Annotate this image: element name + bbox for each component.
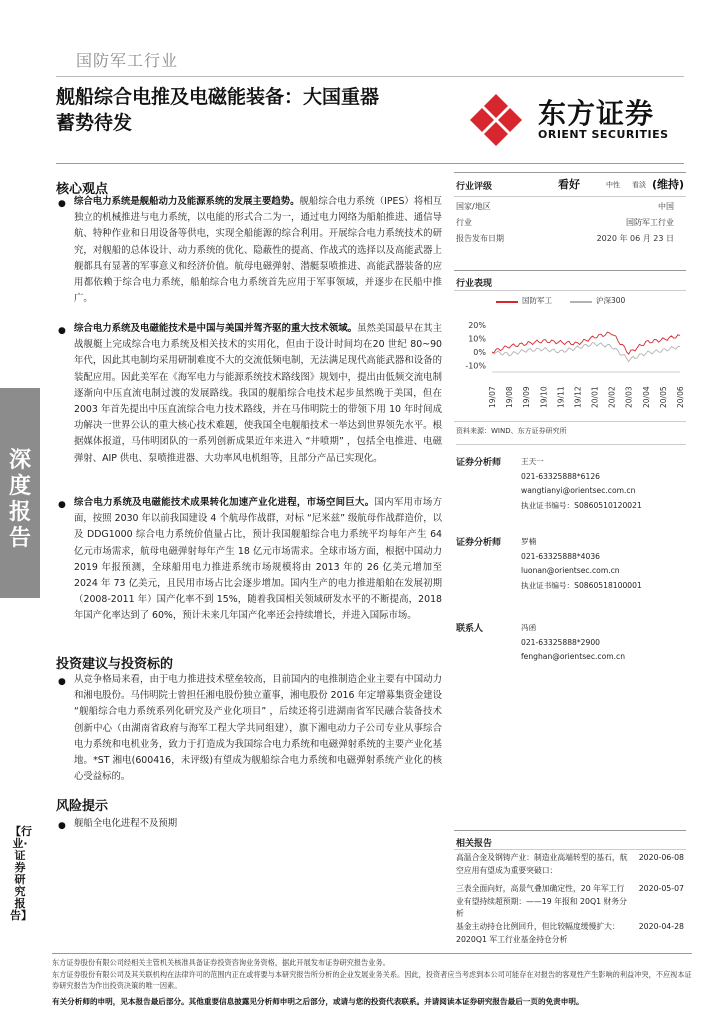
related-top-rule — [454, 830, 686, 831]
contact-email[interactable]: fenghan@orientsec.com.cn — [521, 652, 626, 661]
series-line-defense — [492, 332, 680, 354]
risk-item: 舰船全电化进程不及预期 — [74, 818, 178, 829]
x-tick-label: 20/01 — [590, 386, 600, 408]
band-char: 深 — [8, 448, 31, 473]
related-item[interactable] — [456, 921, 684, 945]
bullet-icon: ● — [58, 500, 66, 510]
vertical-report-label: 【行业·证券研究报告】 — [10, 825, 32, 922]
x-tick-label: 19/07 — [488, 386, 497, 408]
chart-source: 资料来源：WIND、东方证券研究所 — [456, 427, 567, 435]
contact-phone: 021-63325888*2900 — [521, 637, 601, 647]
related-title[interactable]: 三表全面向好，高景气叠加确定性，20 年军工行业有望持续超预期：——19 年报和 20Q1 财务分析 — [456, 884, 627, 919]
band-char: 告 — [8, 526, 31, 551]
risk-heading: 风险提示 — [56, 799, 109, 814]
page-title — [56, 84, 436, 136]
logo-chinese: 东方证券 — [538, 97, 655, 130]
rating-value: 看好 — [558, 178, 580, 191]
legend-label-defense: 国防军工 — [522, 296, 552, 305]
y-tick-label: 20% — [468, 320, 486, 330]
related-rule — [454, 849, 686, 850]
analyst-card — [456, 537, 686, 617]
y-tick-label: -10% — [465, 361, 486, 371]
analyst-details — [521, 535, 642, 593]
info-value: 2020 年 06 月 23 日 — [596, 234, 674, 243]
info-key: 行业 — [456, 218, 472, 227]
company-logo — [468, 88, 688, 150]
core-bold-3: 综合电力系统及电磁能技术成果转化加速产业化进程，市场空间巨大。 — [74, 497, 375, 508]
rating-option-neutral: 中性 — [606, 181, 620, 189]
legend-label-hs300: 沪深300 — [596, 296, 626, 305]
info-row — [456, 201, 674, 217]
related-date: 2020-06-08 — [638, 853, 684, 862]
logo-english: ORIENT SECURITIES — [538, 128, 669, 141]
info-value: 国防军工行业 — [626, 218, 674, 227]
core-text-3: 国内军用市场方面，按照 2030 年以前我国建设 4 个航母作战群，对标 “尼米兹” 级航母作战群造价，以及 DDG1000 综合电力系统价值量占比，预计我国舰船综合电力系统平均每年产生 64 亿元市场需求，航母电磁弹射每年产生 18 亿元市场需求。全球市场方面，根据中国动力 2019 年报预测，全球船用电力推进系统市场规模将由 2013 年的 26 亿美元增加至 2024 年 73 亿美元，且民用市场占比会逐步增加。国内生产的电力推进船舶在发展初期（2008-2011 年）国产化率不到 15%，随着我国相关领域研发水平的不断提高，2018 年国产化率达到了 60%，预计未来几年国产化率还会持续增长，并进入国际市场。 — [74, 497, 442, 622]
related-item[interactable] — [456, 852, 684, 883]
core-paragraph-3 — [74, 495, 442, 625]
info-key: 国家/地区 — [456, 202, 491, 211]
analyst-details — [521, 455, 642, 513]
contact-role: 联系人 — [456, 624, 484, 634]
rating-divider — [454, 196, 686, 197]
contact-card — [456, 617, 686, 677]
core-paragraph-2 — [74, 321, 442, 467]
invest-paragraph: 从竞争格局来看，由于电力推进技术壁垒较高，目前国内的电推制造企业主要有中国动力和湘电股份。马伟明院士曾担任湘电股份独立董事，湘电股份 2016 年定增募集资金建设 “舰船综合电力系统系列化研究及产业化项目” ，后续还将引进湖南省军民融合装备技术创新中心（由湖南省政府与海军工程大学共同组建），旗下湘电动力子公司专业从事综合电力系统和电机业务，致力于打造成为我国综合电力系统和电磁弹射系统的主要产业化基地。*ST 湘电(600416，未评级)有望成为舰船综合电力系统和电磁弹射系统产业化的核心受益标的。 — [74, 674, 442, 783]
related-list — [456, 852, 684, 945]
series-line-hs300 — [492, 342, 680, 361]
performance-rule — [454, 290, 686, 291]
rating-top-rule — [454, 172, 686, 173]
x-tick-label: 20/05 — [658, 386, 668, 408]
analyst-role: 证券分析师 — [456, 458, 502, 468]
rating-row — [456, 178, 686, 192]
contact-details — [521, 621, 625, 665]
legend-swatch-hs300 — [570, 301, 592, 303]
orient-logo-icon — [468, 92, 524, 148]
analyst-block — [456, 444, 686, 677]
y-tick-label: 10% — [468, 334, 486, 344]
chart-bottom-rule — [454, 421, 686, 422]
band-char: 报 — [8, 500, 31, 525]
industry-heading: 国防军工行业 — [76, 51, 179, 70]
rating-option-bearish: 看淡 — [632, 181, 646, 189]
footer-rule — [52, 953, 692, 954]
footer-disclaimer: 有关分析师的申明，见本报告最后部分。其他重要信息披露见分析师申明之后部分，或请与您的投资代表联系。并请阅读本证券研究报告最后一页的免责申明。 — [52, 997, 584, 1006]
core-bold-2: 综合电力系统及电磁能技术是中国与美国并驾齐驱的重大技术领域。 — [74, 323, 358, 334]
report-type-band — [0, 388, 40, 598]
related-title[interactable]: 高温合金及钢铸产业：制造业高端转型的基石，航空应用有望成为重要突破口： — [456, 853, 628, 875]
analyst-phone: 021-63325888*6126 — [521, 471, 601, 481]
info-value: 中国 — [658, 202, 674, 211]
analyst-email[interactable]: luonan@orientsec.com.cn — [521, 566, 620, 575]
related-heading: 相关报告 — [456, 839, 493, 849]
band-char: 度 — [8, 474, 31, 499]
footer-qualification: 东方证券股份有限公司经相关主管机关核准具备证券投资咨询业务资格，据此开展发布证券研究报告业务。 — [52, 958, 390, 967]
bullet-icon: ● — [58, 821, 66, 831]
info-row — [456, 233, 674, 249]
x-tick-label: 20/03 — [624, 386, 634, 408]
performance-chart — [456, 312, 686, 416]
info-key: 报告发布日期 — [456, 234, 504, 243]
bullet-icon: ● — [58, 677, 66, 687]
related-date: 2020-05-07 — [638, 884, 684, 893]
analyst-role: 证券分析师 — [456, 538, 502, 548]
analyst-divider — [456, 444, 686, 445]
analyst-cert: 执业证书编号：S0860510120021 — [521, 500, 642, 510]
header-divider — [56, 163, 684, 164]
related-date: 2020-04-28 — [638, 922, 684, 931]
core-heading: 核心观点 — [56, 182, 109, 197]
y-tick-label: 0% — [473, 347, 486, 357]
x-tick-label: 20/06 — [676, 386, 685, 408]
analyst-email[interactable]: wangtianyi@orientsec.com.cn — [521, 486, 636, 495]
analyst-name: 王天一 — [521, 457, 544, 466]
analyst-name: 罗楠 — [521, 537, 537, 546]
top-rule — [56, 76, 684, 77]
x-tick-label: 19/10 — [539, 386, 549, 408]
analyst-phone: 021-63325888*4036 — [521, 551, 601, 561]
core-text-1: 舰船综合电力系统（IPES）将相互独立的机械推进与电力系统，以电能的形式合二为一，通过电力网络为船舶推进、通信导航、特种作业和日用设备等供电，实现全船能源的综合利用。开展综合电力系统技术的研究，对舰船的总体设计、动力系统的优化、隐蔽性的提高、作战式的选择以及高能武器上舰都具有显著的军事意义和经济价值。航母电磁弹射、潜艇泵喷推进、高能武器装备的应用都依赖于综合电力系统，船舶综合电力系统首先应用于军事领域，并逐步在民船中推广。 — [74, 196, 442, 305]
related-item[interactable] — [456, 883, 684, 921]
bullet-icon: ● — [58, 199, 66, 209]
performance-heading: 行业表现 — [456, 279, 493, 289]
invest-heading: 投资建议与投资标的 — [56, 657, 174, 672]
rating-status: (维持) — [652, 178, 685, 191]
chart-legend — [488, 295, 688, 307]
related-title[interactable]: 基金主动持仓比例回升，但比较幅度缓慢扩大：2020Q1 军工行业基金持仓分析 — [456, 922, 620, 944]
title-line-2: 蓄势待发 — [56, 112, 133, 134]
bullet-icon: ● — [58, 326, 66, 336]
core-bold-1: 综合电力系统是舰船动力及能源系统的发展主要趋势。 — [74, 196, 300, 207]
x-tick-label: 19/11 — [556, 386, 566, 408]
core-text-2: 虽然美国最早在其主战舰艇上完成综合电力系统及相关技术的实用化，但由于设计时间均在20 世纪 80~90 年代，因此其电制均采用研制难度不大的交流低频电制，无法满足现代高能武器和设备的装配应用。因此美军在《海军电力与能源系统技术路线图》规划中，提出由低频交流电制逐渐向中压直流电制过渡的发展路线。我国的舰船综合电技术起步虽然晚于美国，但在 2003 年首先提出中压直流综合电力技术路线，并在马伟明院士的带领下用 10 年时间成功解决一世界公认的重大核心技术难题，使我国全电舰船技术一举达到世界领先水平。根据媒体报道，马伟明团队的一系列创新成果近年来进入 “井喷期” ，包括全电推进、电磁弹射、AIP 供电、泵喷推进器、大功率风电机组等，且部分产品已实现化。 — [74, 323, 442, 464]
info-row — [456, 217, 674, 233]
x-tick-label: 20/04 — [641, 386, 651, 408]
footer-disclosure: 东方证券股份有限公司及其关联机构在法律许可的范围内正在或将要与本研究报告所分析的企业发展业务关系。因此，投资者应当考虑到本公司可能存在对报告的客观性产生影响的利益冲突，不应视本证券研究报告为作出投资决策的唯一因素。 — [52, 970, 692, 990]
contact-name: 冯函 — [521, 623, 537, 632]
analyst-card — [456, 451, 686, 541]
info-table — [456, 201, 674, 249]
x-tick-label: 20/02 — [607, 386, 617, 408]
rating-label: 行业评级 — [456, 182, 493, 192]
analyst-cert: 执业证书编号：S0860518100001 — [521, 580, 642, 590]
core-paragraph-1 — [74, 194, 442, 307]
x-tick-label: 19/09 — [522, 386, 532, 408]
x-tick-label: 19/08 — [505, 386, 515, 408]
legend-swatch-defense — [496, 301, 518, 303]
x-tick-label: 19/12 — [573, 386, 583, 408]
title-line-1: 舰船综合电推及电磁能装备：大国重器 — [56, 86, 380, 108]
performance-top-rule — [454, 270, 686, 271]
